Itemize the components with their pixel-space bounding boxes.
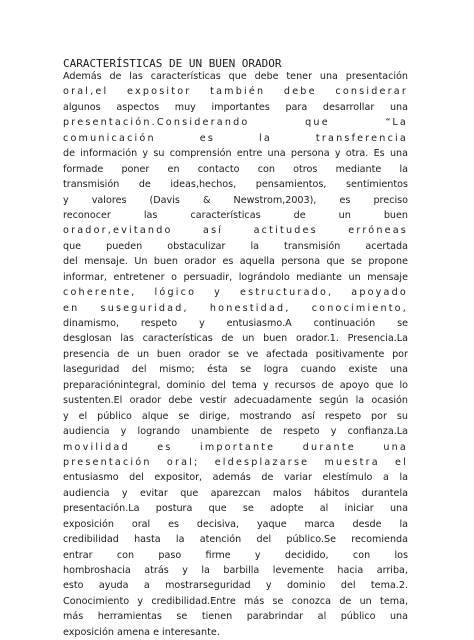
body-line: y valores (Davis & Newstrom,2003), es preciso — [63, 194, 408, 206]
body-line: coherente, lógico y estructurado, apoyado — [63, 287, 408, 299]
body-line: más herramientas se tienen parabrindar al público una — [63, 611, 408, 623]
document-title: CARACTERÍSTICAS DE UN BUEN ORADOR — [63, 57, 282, 70]
body-line: informar, entretener o persuadir, lográndolo mediante un mensaje — [63, 271, 408, 283]
body-line: presentación.Considerando que “La — [63, 117, 408, 129]
body-line: oral,el expositor también debe considerar — [63, 86, 408, 98]
body-line: que pueden obstaculizar la transmisión acertada — [63, 240, 408, 252]
body-line: esto ayuda a mostrarseguridad y dominio del tema.2. — [63, 580, 408, 592]
body-line: algunos aspectos muy importantes para desarrollar una — [63, 101, 408, 113]
body-line: audiencia y evitar que aparezcan malos hábitos durantela — [63, 487, 408, 499]
body-line: desglosan las características de un buen orador.1. Presencia.La — [63, 333, 408, 345]
body-line: presentación oral; eldesplazarse muestra el — [63, 456, 408, 468]
body-line: hombroshacia atrás y la barbilla levemente hacia arriba, — [63, 565, 408, 576]
body-line: de información y su comprensión entre una persona y otra. Es una — [63, 148, 408, 160]
body-line: del mensaje. Un buen orador es aquella persona que se propone — [63, 256, 408, 268]
body-line: Además de las características que debe tener una presentación — [63, 71, 408, 82]
document-body — [63, 69, 408, 640]
body-line: reconocer las características de un buen — [63, 209, 408, 221]
body-line: y el público alque se dirige, mostrando así respeto por su — [63, 410, 408, 422]
body-line: preparaciónintegral, dominio del tema y recursos de apoyo que lo — [63, 379, 408, 391]
body-line: comunicación es la transferencia — [63, 132, 408, 144]
body-line: movilidad es importante durante una — [63, 441, 408, 453]
body-line: laseguridad del mismo; ésta se logra cuando existe una — [63, 364, 408, 376]
body-line: audiencia y logrando unambiente de respeto y confianza.La — [63, 426, 408, 438]
body-line: Conocimiento y credibilidad.Entre más se conozca de un tema, — [63, 595, 408, 607]
body-line: exposición amena e interesante. — [63, 626, 220, 638]
body-line: exposición oral es decisiva, yaque marca desde la — [63, 518, 408, 530]
body-line: presencia de un buen orador se ve afectada positivamente por — [63, 348, 408, 360]
body-line: dinamismo, respeto y entusiasmo.A continuación se — [63, 318, 408, 329]
body-line: en suseguridad, honestidad, conocimiento, — [63, 302, 408, 314]
body-line: orador,evitando así actitudes erróneas — [63, 225, 408, 237]
body-line: presentación.La postura que se adopte al iniciar una — [63, 503, 408, 515]
body-line: entrar con paso firme y decidido, con los — [63, 549, 408, 561]
body-line: formade poner en contacto con otros mediante la — [63, 163, 408, 175]
body-line: transmisión de ideas,hechos, pensamientos, sentimientos — [63, 179, 408, 191]
body-line: entusiasmo del expositor, además de variar elestímulo a la — [63, 472, 408, 484]
body-line: credibilidad hasta la atención del público.Se recomienda — [63, 534, 408, 546]
body-line: sustenten.El orador debe vestir adecuadamente según la ocasión — [63, 395, 408, 407]
